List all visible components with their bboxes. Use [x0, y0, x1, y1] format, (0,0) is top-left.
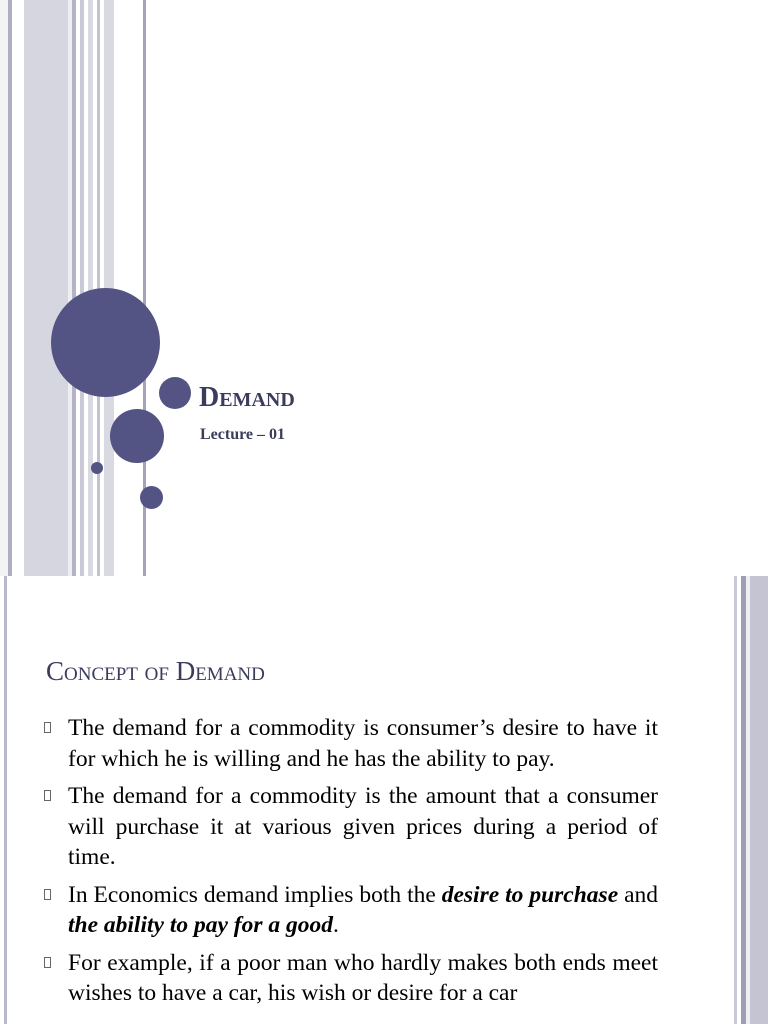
decor-circle-small — [159, 377, 191, 409]
bullet-box-icon — [44, 790, 51, 801]
decor-stripe — [4, 576, 7, 1024]
bullet-text: For example, if a poor man who hardly makes both ends meet wishes to have a car, his wish or desire for a car — [68, 949, 658, 1006]
decor-circle-tiny — [91, 462, 103, 474]
bullet-text: The demand for a commodity is the amount that a consumer will purchase it at various given prices during a period of time. — [68, 783, 658, 870]
bullet-box-icon — [44, 722, 51, 733]
bullet-list — [44, 713, 658, 1016]
bullet-item — [44, 948, 658, 1009]
decor-stripe — [734, 576, 737, 1024]
slide-heading: Concept of Demand — [46, 656, 265, 686]
bullet-text: In Economics demand implies both the — [68, 881, 436, 908]
decor-stripe — [72, 0, 76, 576]
bullet-text: . — [333, 912, 339, 938]
bullet-box-icon — [44, 889, 51, 900]
decor-stripe — [750, 576, 768, 1024]
decor-stripe — [24, 0, 68, 576]
bullet-text: and — [624, 881, 659, 908]
bullet-item — [44, 781, 658, 873]
decor-stripe — [88, 0, 93, 576]
slide-concept — [0, 576, 768, 1024]
bullet-emphasis: desire to purchase — [441, 881, 619, 908]
bullet-box-icon — [44, 957, 51, 968]
decor-circle-large — [51, 288, 160, 397]
decor-stripe — [8, 0, 12, 576]
bullet-item — [44, 880, 658, 941]
bullet-emphasis: the ability to pay for a good — [68, 912, 334, 938]
slide-title-text: Demand — [199, 382, 295, 413]
decor-stripe — [0, 0, 8, 576]
decor-circle-medium — [110, 409, 164, 463]
decor-circle-small — [140, 486, 163, 509]
slide-subtitle-text: Lecture – 01 — [200, 426, 286, 443]
decor-stripe — [80, 0, 84, 576]
bullet-item — [44, 713, 658, 774]
bullet-text: The demand for a commodity is consumer’s desire to have it for which he is willing and he has the ability to pay. — [68, 715, 658, 772]
